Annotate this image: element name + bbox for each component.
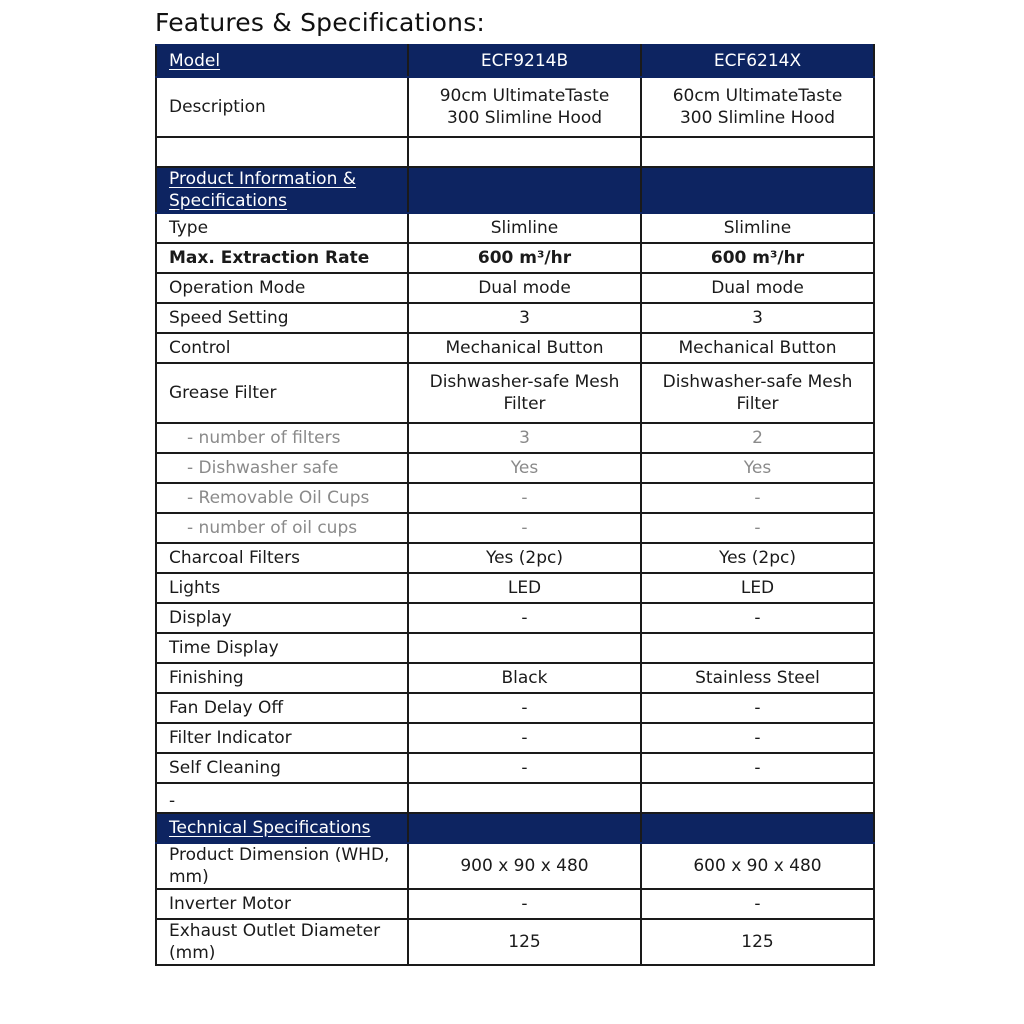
table-row <box>156 919 874 965</box>
table-row <box>156 723 874 753</box>
row-value-1: 90cm UltimateTaste 300 Slimline Hood <box>408 77 641 137</box>
row-value-2: Dishwasher-safe Mesh Filter <box>641 363 874 423</box>
row-value-1 <box>408 633 641 663</box>
table-row <box>156 663 874 693</box>
row-value-1: 125 <box>408 919 641 965</box>
row-label: Control <box>156 333 408 363</box>
row-label: Grease Filter <box>156 363 408 423</box>
row-value-1: - <box>408 693 641 723</box>
row-value-2: - <box>641 753 874 783</box>
row-value-1: - <box>408 723 641 753</box>
row-label: Filter Indicator <box>156 723 408 753</box>
table-row <box>156 483 874 513</box>
row-value-1: - <box>408 889 641 919</box>
row-value-1: - <box>408 753 641 783</box>
section-title: Product Information & Specifications <box>169 169 357 211</box>
row-value-1: LED <box>408 573 641 603</box>
description-row <box>156 77 874 137</box>
table-row <box>156 363 874 423</box>
row-label: Description <box>156 77 408 137</box>
page-title: Features & Specifications: <box>155 8 486 37</box>
row-value-1 <box>408 783 641 813</box>
row-value-2: - <box>641 603 874 633</box>
section-header-technical <box>156 813 874 843</box>
row-value-2: Stainless Steel <box>641 663 874 693</box>
table-row <box>156 843 874 889</box>
table-row <box>156 333 874 363</box>
row-label: Operation Mode <box>156 273 408 303</box>
table-row <box>156 543 874 573</box>
row-value-2: Mechanical Button <box>641 333 874 363</box>
row-value-2: 125 <box>641 919 874 965</box>
row-label: Max. Extraction Rate <box>156 243 408 273</box>
table-row <box>156 889 874 919</box>
row-value-2: Dual mode <box>641 273 874 303</box>
row-label: - <box>156 783 408 813</box>
row-label: - number of filters <box>156 423 408 453</box>
row-value-2: - <box>641 693 874 723</box>
row-label: Finishing <box>156 663 408 693</box>
row-value-2: Yes <box>641 453 874 483</box>
row-value-2 <box>641 633 874 663</box>
row-value-2: 60cm UltimateTaste 300 Slimline Hood <box>641 77 874 137</box>
row-value-2 <box>641 783 874 813</box>
row-value-1: Slimline <box>408 213 641 243</box>
row-value-1: - <box>408 603 641 633</box>
section-title: Technical Specifications <box>169 818 371 838</box>
technical-rows <box>156 843 874 965</box>
table-row <box>156 753 874 783</box>
row-value-1: 3 <box>408 303 641 333</box>
table-row <box>156 213 874 243</box>
spec-table <box>155 44 875 966</box>
row-value-2: LED <box>641 573 874 603</box>
row-value-2: - <box>641 483 874 513</box>
table-row <box>156 783 874 813</box>
row-label: Display <box>156 603 408 633</box>
row-value-2: 2 <box>641 423 874 453</box>
model-2: ECF6214X <box>641 45 874 77</box>
section-header-product-info <box>156 167 874 213</box>
row-value-1: - <box>408 483 641 513</box>
row-value-2: 600 x 90 x 480 <box>641 843 874 889</box>
row-value-1: Dishwasher-safe Mesh Filter <box>408 363 641 423</box>
table-row <box>156 423 874 453</box>
row-label: Inverter Motor <box>156 889 408 919</box>
row-label: Time Display <box>156 633 408 663</box>
table-row <box>156 573 874 603</box>
row-value-1: - <box>408 513 641 543</box>
row-label: Self Cleaning <box>156 753 408 783</box>
table-row <box>156 273 874 303</box>
model-label: Model <box>169 51 221 71</box>
table-row <box>156 603 874 633</box>
row-value-2: - <box>641 889 874 919</box>
table-row <box>156 513 874 543</box>
row-label: Speed Setting <box>156 303 408 333</box>
row-value-1: Mechanical Button <box>408 333 641 363</box>
model-header-row <box>156 45 874 77</box>
row-label: Exhaust Outlet Diameter (mm) <box>156 919 408 965</box>
row-value-1: Dual mode <box>408 273 641 303</box>
spacer-row <box>156 137 874 167</box>
row-label: - Dishwasher safe <box>156 453 408 483</box>
row-value-1: 600 m³/hr <box>408 243 641 273</box>
row-value-2: - <box>641 723 874 753</box>
table-row <box>156 633 874 663</box>
row-label: Lights <box>156 573 408 603</box>
table-row <box>156 693 874 723</box>
table-row <box>156 453 874 483</box>
row-label: - Removable Oil Cups <box>156 483 408 513</box>
row-value-1: 900 x 90 x 480 <box>408 843 641 889</box>
row-value-2: Yes (2pc) <box>641 543 874 573</box>
product-rows <box>156 213 874 813</box>
table-row <box>156 243 874 273</box>
row-value-2: 3 <box>641 303 874 333</box>
model-1: ECF9214B <box>408 45 641 77</box>
row-label: Charcoal Filters <box>156 543 408 573</box>
row-value-1: 3 <box>408 423 641 453</box>
row-value-2: - <box>641 513 874 543</box>
row-value-2: Slimline <box>641 213 874 243</box>
row-value-1: Yes <box>408 453 641 483</box>
row-label: Fan Delay Off <box>156 693 408 723</box>
row-label: - number of oil cups <box>156 513 408 543</box>
row-value-2: 600 m³/hr <box>641 243 874 273</box>
row-value-1: Yes (2pc) <box>408 543 641 573</box>
table-row <box>156 303 874 333</box>
row-value-1: Black <box>408 663 641 693</box>
row-label: Type <box>156 213 408 243</box>
row-label: Product Dimension (WHD, mm) <box>156 843 408 889</box>
